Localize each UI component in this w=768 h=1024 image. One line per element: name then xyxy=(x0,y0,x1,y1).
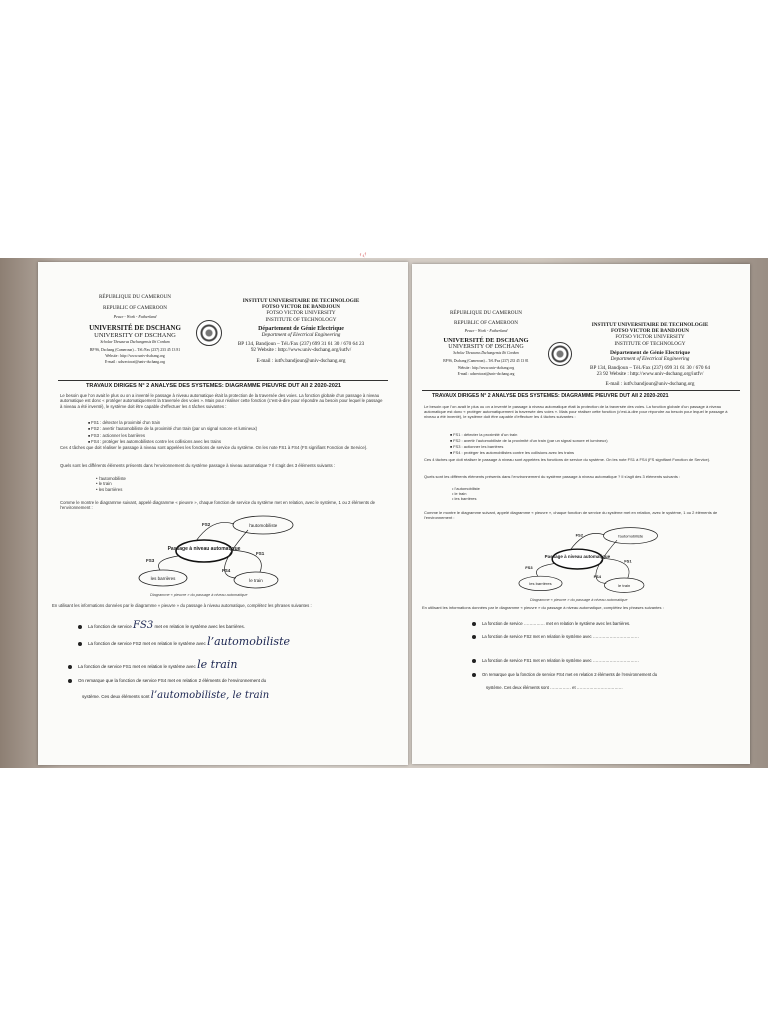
function-item: ■ FS2 : avertir l’automobiliste de la proximité d’un train (par un signal sonore et lumineux) xyxy=(88,426,388,432)
label-fs3: FS3 xyxy=(146,558,155,563)
function-item: ■ FS1 : détecter la proximité d’un train xyxy=(88,420,388,426)
q1-prefix: La fonction de service xyxy=(88,624,132,629)
blank-field[interactable]: …………………………… xyxy=(592,634,639,639)
question-4-line2 xyxy=(486,685,623,690)
question-4-line2 xyxy=(82,690,269,701)
university-seal-icon xyxy=(548,342,572,366)
bullet-icon xyxy=(68,679,72,683)
motto: Peace - Work - Fatherland xyxy=(113,314,157,320)
question-3 xyxy=(68,658,237,671)
function-item: ■ FS3 : actionner les barrières xyxy=(88,433,388,439)
dept-fr: Département de Génie Electrique xyxy=(258,325,344,332)
element-item: • le train xyxy=(452,491,480,496)
question-2 xyxy=(78,635,290,648)
bullet-icon xyxy=(78,642,82,646)
element-item: • les barrières xyxy=(96,487,126,492)
red-pen-mark: ᶠ‹ᶠ xyxy=(359,251,368,261)
univ-motto: Scholae Thesaurus Dschangensis Ibi Cordum xyxy=(453,351,519,356)
label-fs4: FS4 xyxy=(222,568,231,573)
answer-3-handwritten[interactable]: le train xyxy=(197,658,238,671)
page-title: TRAVAUX DIRIGES N° 2 ANALYSE DES SYSTEMES: DIAGRAMME PIEUVRE DUT AII 2 2020-2021 xyxy=(86,383,342,389)
question-1 xyxy=(78,620,245,631)
diagram-intro: Comme le montre le diagramme suivant, appelé diagramme « pieuvre », chaque fonction de service du système met en relation, avec le système, 1 ou 2 éléments de l’environnement : xyxy=(424,510,718,520)
inst-en: INSTITUTE OF TECHNOLOGY xyxy=(614,340,686,347)
function-list xyxy=(78,420,388,446)
univ-website: Website : http://www.univ-dschang.org xyxy=(105,354,165,359)
blank-field[interactable]: …………… xyxy=(550,685,571,690)
q4b-text: système. Ces deux éléments sont xyxy=(82,694,150,699)
label-automobiliste: l’automobiliste xyxy=(617,533,644,539)
label-fs1: FS1 xyxy=(256,551,265,556)
elements-question: Quels sont les différents éléments présents dans l’environnement du système passage à niveau automatique ? Il s’agit des 3 éléments suivants : xyxy=(424,474,681,479)
inst-fr: INSTITUT UNIVERSITAIRE DE TECHNOLOGIE xyxy=(242,298,360,304)
univ-email: E-mail : udsrectorat@univ-dschang.org xyxy=(457,371,515,376)
diagram-caption: Diagramme « pieuvre » du passage à niveau automatique xyxy=(530,598,628,602)
bullet-icon xyxy=(68,665,72,669)
univ-address: BP 96, Dschang (Cameroun) – Tél./Fax (237) 233 45 13 81 xyxy=(443,359,529,364)
blank-field[interactable]: …………………………… xyxy=(592,658,639,663)
univ-address: BP 96, Dschang (Cameroun) – Tél./Fax (237) 233 45 13 81 xyxy=(89,347,181,352)
inst-address: BP 134, Bandjoun – Tél./Fax (237) 699 31 61 30 / 670 64 23 92 Website : http://www.univ-dschang.org/iutfv/ xyxy=(590,365,710,378)
element-item: • l’automobiliste xyxy=(452,486,480,491)
label-train: le train xyxy=(618,583,631,588)
diagram-caption: Diagramme « pieuvre » du passage à niveau automatique xyxy=(150,593,248,597)
label-center: Passage à niveau automatique xyxy=(167,546,241,552)
blank-field[interactable]: …………………………… xyxy=(576,685,623,690)
univ-en: UNIVERSITY OF DSCHANG xyxy=(94,331,176,339)
univ-en: UNIVERSITY OF DSCHANG xyxy=(448,343,524,350)
function-item: ■ FS2 : avertir l’automobiliste de la proximité d’un train (par un signal sonore et lumineux) xyxy=(450,438,740,444)
header-rule xyxy=(58,380,388,381)
function-list xyxy=(440,432,740,456)
elements-list xyxy=(86,476,126,492)
q3-text: La fonction de service FS1 met en relation le système avec xyxy=(482,658,592,663)
right-header-republic xyxy=(436,310,536,377)
inst-email: E-mail : iutfv.bandjoun@univ-dschang.org xyxy=(256,357,346,364)
elements-list xyxy=(442,486,480,501)
function-item: ■ FS3 : actionner les barrières xyxy=(450,444,740,450)
bullet-icon xyxy=(78,625,82,629)
univ-fr: UNIVERSITÉ DE DSCHANG xyxy=(89,323,181,332)
function-item: ■ FS4 : protéger les automobilistes contre les collisions avec les trains xyxy=(450,450,740,456)
inst-email: E-mail : iutfv.bandjoun@univ-dschang.org xyxy=(605,380,695,387)
right-header-institute xyxy=(590,322,710,387)
dept-en: Department of Electrical Engineering xyxy=(610,356,690,363)
elements-question: Quels sont les différents éléments présents dans l’environnement du système passage à niveau automatique ? Il s’agit des 3 éléments suivants : xyxy=(60,463,336,468)
label-barrieres: les barrières xyxy=(150,576,176,581)
octopus-diagram xyxy=(500,522,680,598)
question-2 xyxy=(472,634,639,639)
republic-fr: RÉPUBLIQUE DU CAMEROUN xyxy=(449,310,523,316)
link-fs3 xyxy=(158,556,178,570)
univ-website: Website : http://www.univ-dschang.org xyxy=(457,365,515,370)
inst-univ-en: FOTSO VICTOR UNIVERSITY xyxy=(266,310,336,317)
republic-en: REPUBLIC OF CAMEROON xyxy=(103,305,167,312)
diagram-intro: Comme le montre le diagramme suivant, appelé diagramme « pieuvre », chaque fonction de service du système met en relation, avec le système, 1 ou 2 éléments de l’environnement : xyxy=(60,500,376,511)
univ-fr: UNIVERSITÉ DE DSCHANG xyxy=(443,336,529,344)
inst-en: INSTITUTE OF TECHNOLOGY xyxy=(265,316,337,323)
bullet-icon xyxy=(472,673,476,677)
question-4 xyxy=(68,678,266,683)
intro-paragraph: Le besoin que l’on avait le plus ou on a inventé le passage à niveau automatique était la protection de la traversée des voies. La fonction globale d’un passage à niveau automatique est donc « protéger automatiquement la traversée des voies ». Mais pour réaliser cette fonction (c’est-à-dire pour répondre au besoin pour lequel le passage à niveau a été inventé), le système doit être capable d’effectuer les 4 tâches suivantes : xyxy=(60,393,383,409)
question-3 xyxy=(472,658,639,663)
function-item: ■ FS4 : protéger les automobilistes contre les collisions avec les trains xyxy=(88,439,388,445)
q4-text: On remarque que la fonction de service FS4 met en relation 2 éléments de l’environnement du xyxy=(78,678,267,683)
label-automobiliste: l’automobiliste xyxy=(248,523,278,528)
element-item: • les barrières xyxy=(452,496,480,501)
link-fs3 xyxy=(536,564,554,577)
univ-motto: Scholae Thesaurus Dschangensis Ibi Cordum xyxy=(100,339,170,344)
element-item: • le train xyxy=(96,481,126,486)
question-1 xyxy=(472,621,630,626)
q4-and: et xyxy=(572,685,576,690)
inst-name: FOTSO VICTOR DE BANDJOUN xyxy=(610,328,690,335)
q4b-text: système. Ces deux éléments sont xyxy=(486,685,549,690)
header-rule xyxy=(422,390,740,391)
motto: Peace - Work - Fatherland xyxy=(464,328,508,334)
label-fs2: FS2 xyxy=(575,532,584,538)
tasks-note: Ces 4 tâches que doit réaliser le passage à niveau sont appelées les fonctions de service du système. On les note FS1 à FS4 (FS signifiant Fonction de Service). xyxy=(60,445,368,450)
element-item: • l’automobiliste xyxy=(96,476,126,481)
left-worksheet xyxy=(38,262,408,765)
label-fs4: FS4 xyxy=(593,574,602,579)
octopus-diagram xyxy=(118,512,318,592)
question-4 xyxy=(472,672,657,677)
bullet-icon xyxy=(472,635,476,639)
q4-text: On remarque que la fonction de service FS4 met en relation 2 éléments de l’environnement du xyxy=(482,672,658,677)
label-center: Passage à niveau automatique xyxy=(544,554,611,560)
dept-fr: Département de Génie Electrique xyxy=(609,349,690,356)
left-header-institute xyxy=(236,298,366,364)
q1-suffix: met en relation le système avec les barrières. xyxy=(154,624,246,629)
function-item: ■ FS1 : détecter la proximité d’un train xyxy=(450,432,740,438)
inst-address: BP 134, Bandjoun – Tél./Fax (237) 699 31 61 30 / 670 64 23 92 Website : http://www.univ-dschang.org/iutfv/ xyxy=(237,341,365,354)
q1-suffix: met en relation le système avec les barrières. xyxy=(546,621,631,626)
instructions: En utilisant les informations données par le diagramme « pieuvre » du passage à niveau automatique, complétez les phrases suivantes : xyxy=(422,605,664,610)
q1-prefix: La fonction de service xyxy=(482,621,523,626)
tasks-note: Ces 4 tâches que doit réaliser le passage à niveau sont appelées les fonctions de service du système. On les note FS1 à FS4 (FS signifiant Fonction de Service). xyxy=(424,457,711,462)
instructions: En utilisant les informations données par le diagramme « pieuvre » du passage à niveau automatique, complétez les phrases suivantes : xyxy=(52,603,312,608)
label-barrieres: les barrières xyxy=(529,581,552,587)
q2-text: La fonction de service FS2 met en relation le système avec xyxy=(88,641,206,646)
right-worksheet xyxy=(412,264,750,764)
univ-email: E-mail : udsrectorat@univ-dschang.org xyxy=(104,360,166,365)
republic-en: REPUBLIC OF CAMEROON xyxy=(454,320,518,327)
answer-2-handwritten[interactable]: l’automobiliste xyxy=(207,635,291,648)
republic-fr: RÉPUBLIQUE DU CAMEROUN xyxy=(98,294,172,300)
inst-fr: INSTITUT UNIVERSITAIRE DE TECHNOLOGIE xyxy=(591,322,709,328)
left-header-republic xyxy=(80,294,190,365)
q2-text: La fonction de service FS2 met en relation le système avec xyxy=(482,634,592,639)
inst-univ-en: FOTSO VICTOR UNIVERSITY xyxy=(615,334,685,341)
label-fs3: FS3 xyxy=(525,565,533,570)
blank-field[interactable]: …………… xyxy=(523,621,545,626)
intro-paragraph: Le besoin que l’on avait le plus ou on a inventé le passage à niveau automatique était la protection de la traversée des voies. La fonction globale d’un passage à niveau automatique est donc « protéger automatiquement la traversée des voies ». Mais pour réaliser cette fonction (c’est-à-dire pour répondre au besoin pour lequel le passage à niveau a été inventé), le système doit être capable d’effectuer les 4 tâches suivantes : xyxy=(424,404,728,419)
dept-en: Department of Electrical Engineering xyxy=(261,332,341,339)
answer-1-handwritten[interactable]: FS3 xyxy=(133,620,154,631)
bullet-icon xyxy=(472,622,476,626)
label-train: le train xyxy=(249,578,263,583)
label-fs1: FS1 xyxy=(624,558,632,564)
inst-name: FOTSO VICTOR DE BANDJOUN xyxy=(261,304,341,311)
label-fs2: FS2 xyxy=(202,522,211,527)
university-seal-icon xyxy=(196,320,222,346)
q3-text: La fonction de service FS1 met en relation le système avec xyxy=(78,664,196,669)
bullet-icon xyxy=(472,659,476,663)
answer-4-handwritten[interactable]: l’automobiliste, le train xyxy=(150,690,270,701)
page-title: TRAVAUX DIRIGES N° 2 ANALYSE DES SYSTEMES: DIAGRAMME PIEUVRE DUT AII 2 2020-2021 xyxy=(432,393,669,399)
